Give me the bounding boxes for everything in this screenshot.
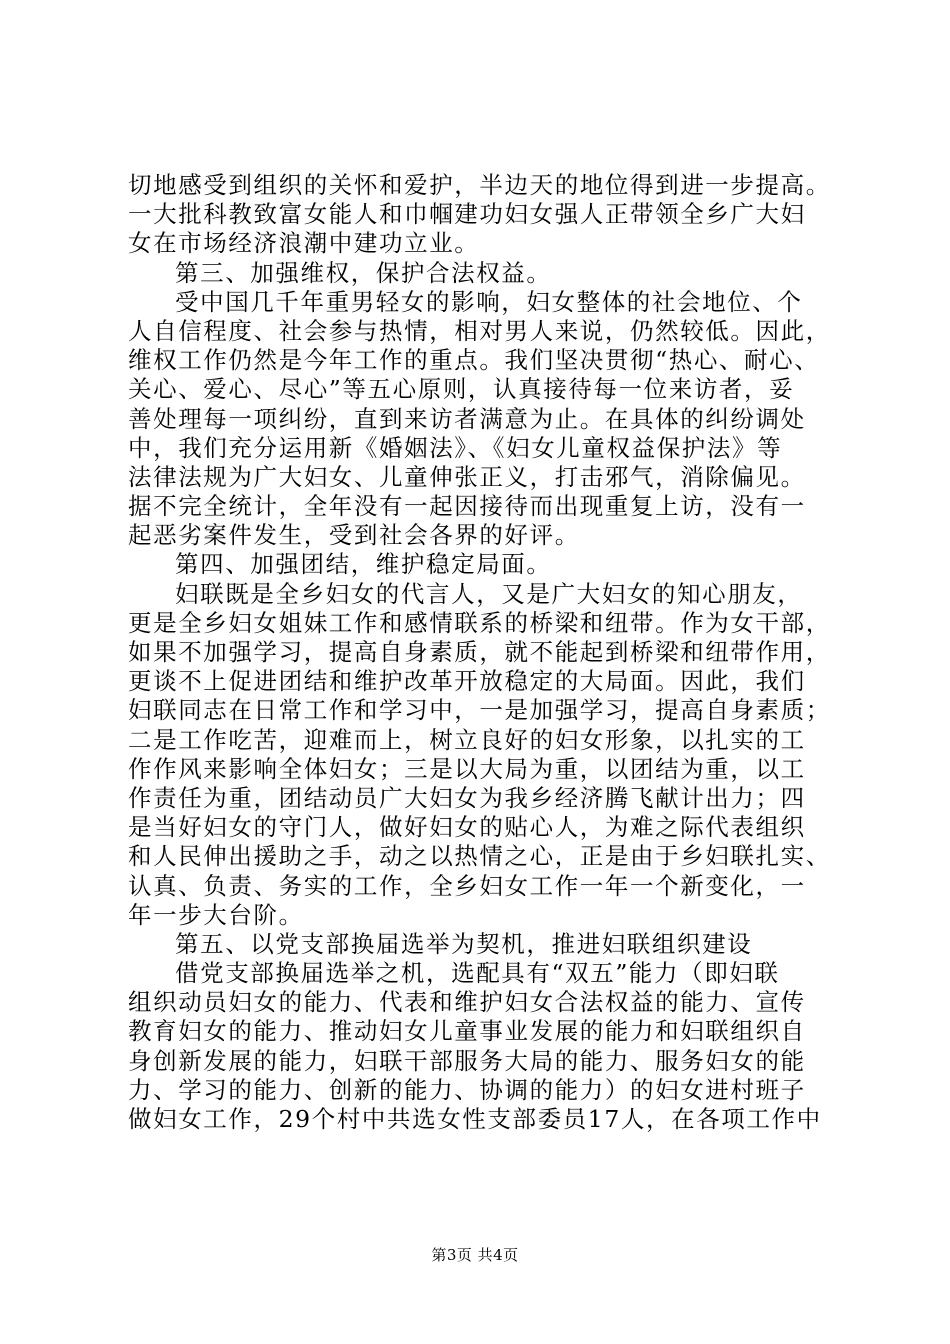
text-line: 维权工作仍然是今年工作的重点。我们坚决贯彻“热心、耐心、 [128,346,820,375]
text-line: 第三、加强维权，保护合法权益。 [175,258,552,287]
text-line: 善处理每一项纠纷，直到来访者满意为止。在具体的纠纷调处 [128,404,806,433]
text-line: 切地感受到组织的关怀和爱护，半边天的地位得到进一步提高。 [128,171,831,199]
text-line: 身创新发展的能力，妇联干部服务大局的能力、服务妇女的能 [128,1046,806,1075]
page-footer: 第3页 共4页 [431,1246,519,1264]
text-line: 更是全乡妇女姐妹工作和感情联系的桥梁和纽带。作为女干部， [128,608,831,637]
text-line: 二是工作吃苦，迎难而上，树立良好的妇女形象，以扎实的工 [128,725,806,754]
text-line: 起恶劣案件发生，受到社会各界的好评。 [128,521,580,550]
text-line: 妇联既是全乡妇女的代言人，又是广大妇女的知心朋友， [175,579,803,608]
document-body [128,171,838,1134]
text-line: 法律法规为广大妇女、儿童伸张正义，打击邪气，消除偏见。 [128,462,806,491]
text-line: 组织动员妇女的能力、代表和维护妇女合法权益的能力、宣传 [128,988,806,1017]
text-line: 妇联同志在日常工作和学习中，一是加强学习，提高自身素质； [128,696,831,725]
text-line: 一大批科教致富女能人和巾帼建功妇女强人正带领全乡广大妇 [128,200,806,229]
text-line: 力、学习的能力、创新的能力、协调的能力）的妇女进村班子 [128,1075,806,1104]
text-line: 认真、负责、务实的工作，全乡妇女工作一年一个新变化，一 [128,871,806,900]
text-line: 第五、以党支部换届选举为契机，推进妇联组织建设 [175,929,753,958]
text-line: 教育妇女的能力、推动妇女儿童事业发展的能力和妇联组织自 [128,1017,806,1046]
text-line: 第四、加强团结，维护稳定局面。 [175,550,552,579]
text-line: 借党支部换届选举之机，选配具有“双五”能力（即妇联 [175,959,780,988]
text-line: 和人民伸出援助之手，动之以热情之心，正是由于乡妇联扎实、 [128,842,831,871]
text-line: 人自信程度、社会参与热情，相对男人来说，仍然较低。因此， [128,316,831,345]
text-line: 据不完全统计，全年没有一起因接待而出现重复上访，没有一 [128,492,806,521]
text-line: 作作风来影响全体妇女；三是以大局为重，以团结为重，以工 [128,754,806,783]
text-line: 如果不加强学习，提高自身素质，就不能起到桥梁和纽带作用， [128,638,831,666]
text-line: 作责任为重，团结动员广大妇女为我乡经济腾飞献计出力；四 [128,783,806,812]
text-line: 做妇女工作，29个村中共选女性支部委员17人，在各项工作中 [128,1105,822,1133]
text-line: 是当好妇女的守门人，做好妇女的贴心人，为难之际代表组织 [128,813,806,842]
text-line: 受中国几千年重男轻女的影响，妇女整体的社会地位、个 [175,287,803,316]
text-line: 年一步大台阶。 [128,900,304,929]
text-line: 关心、爱心、尽心”等五心原则，认真接待每一位来访者，妥 [128,375,795,404]
text-line: 中，我们充分运用新《婚姻法》、《妇女儿童权益保护法》等 [128,433,783,462]
text-line: 女在市场经济浪潮中建功立业。 [128,229,480,258]
text-line: 更谈不上促进团结和维护改革开放稳定的大局面。因此，我们 [128,667,806,696]
